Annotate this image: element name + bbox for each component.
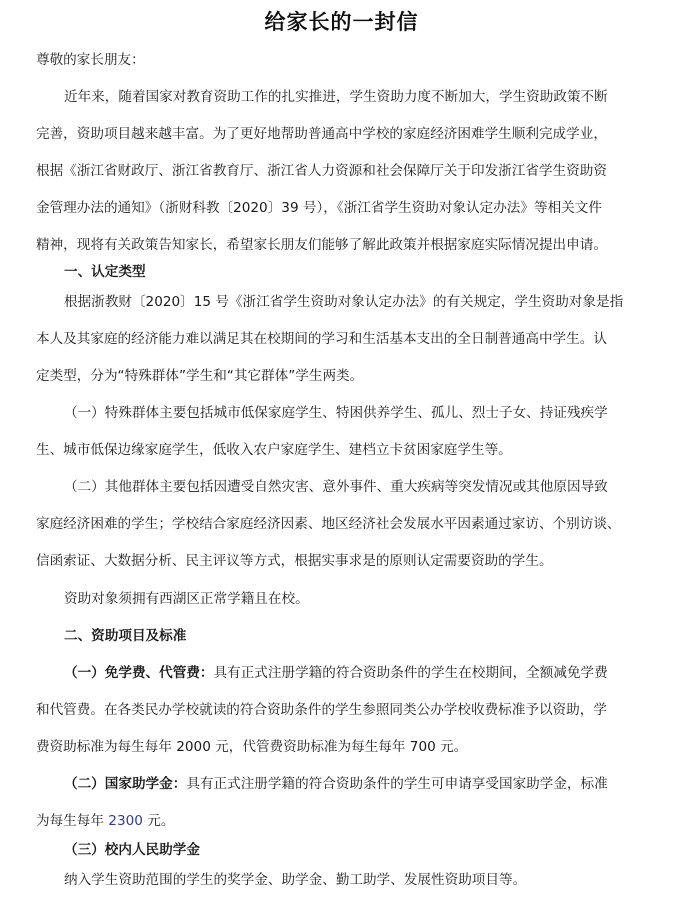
letter-title: 给家长的一封信 [264, 10, 419, 34]
section1-item2-line-2: 家庭经济困难的学生；学校结合家庭经济因素、地区经济社会发展水平因素通过家访、个别访谈、 [36, 516, 621, 532]
section1-item2-line-1: （二）其他群体主要包括因遭受自然灾害、意外事件、重大疾病等突发情况或其他原因导致 [64, 479, 608, 495]
section2-item2-prefix: 为每生每年 [36, 813, 109, 829]
section2-item2-suffix: 元。 [142, 813, 175, 829]
section2-heading: 二、资助项目及标准 [64, 628, 187, 644]
section1-item2-line-3: 信函索证、大数据分析、民主评议等方式，根据实事求是的原则认定需要资助的学生。 [36, 553, 553, 569]
section1-note: 资助对象须拥有西湖区正常学籍且在校。 [64, 591, 309, 607]
section2-item1-line-3: 费资助标准为每生每年 2000 元，代管费资助标准为每生每年 700 元。 [36, 739, 468, 755]
section2-item3-text: 纳入学生资助范围的学生的奖学金、助学金、勤工助学、发展性资助项目等。 [64, 872, 527, 888]
section1-para-line-1: 根据浙教财〔2020〕15 号《浙江省学生资助对象认定办法》的有关规定，学生资助对象是指 [64, 294, 624, 310]
section2-item1-line-2: 和代管费。在各类民办学校就读的符合资助条件的学生参照同类公办学校收费标准予以资助，学 [36, 702, 607, 718]
intro-line-5: 精神，现将有关政策告知家长，希望家长朋友们能够了解此政策并根据家庭实际情况提出申请。 [36, 237, 607, 253]
section2-item2-amount: 2300 [108, 813, 143, 829]
section1-heading: 一、认定类型 [64, 264, 146, 280]
intro-line-3: 根据《浙江省财政厅、浙江省教育厅、浙江省人力资源和社会保障厅关于印发浙江省学生资助资 [36, 163, 607, 179]
section2-item3-heading: （三）校内人民助学金 [64, 842, 200, 858]
section2-item1-label: （一）免学费、代管费： [64, 665, 214, 681]
section2-item1-line-1 [36, 663, 648, 683]
intro-line-4: 金管理办法的通知》（浙财科教〔2020〕39 号），《浙江省学生资助对象认定办法》等相关文件 [36, 200, 602, 216]
section1-item1-line-1: （一）特殊群体主要包括城市低保家庭学生、特困供养学生、孤儿、烈士子女、持证残疾学 [64, 405, 608, 421]
section1-para-line-2: 本人及其家庭的经济能力难以满足其在校期间的学习和生活基本支出的全日制普通高中学生。认 [36, 331, 607, 347]
intro-line-2: 完善，资助项目越来越丰富。为了更好地帮助普通高中学校的家庭经济困难学生顺利完成学业， [36, 126, 607, 142]
greeting: 尊敬的家长朋友： [36, 52, 145, 68]
section2-item2-first-text: 具有正式注册学籍的符合资助条件的学生可申请享受国家助学金，标准 [186, 776, 608, 792]
section2-item1-first-text: 具有正式注册学籍的符合资助条件的学生在校期间，全额减免学费 [213, 665, 608, 681]
section2-item2-line-2 [36, 811, 648, 831]
section1-para-line-3: 定类型，分为“特殊群体”学生和“其它群体”学生两类。 [36, 368, 364, 384]
section2-item2-line-1 [36, 774, 648, 794]
section1-item1-line-2: 生、城市低保边缘家庭学生，低收入农户家庭学生、建档立卡贫困家庭学生等。 [36, 442, 512, 458]
section2-item2-label: （二）国家助学金： [64, 776, 187, 792]
intro-line-1: 近年来，随着国家对教育资助工作的扎实推进，学生资助力度不断加大，学生资助政策不断 [64, 89, 608, 105]
